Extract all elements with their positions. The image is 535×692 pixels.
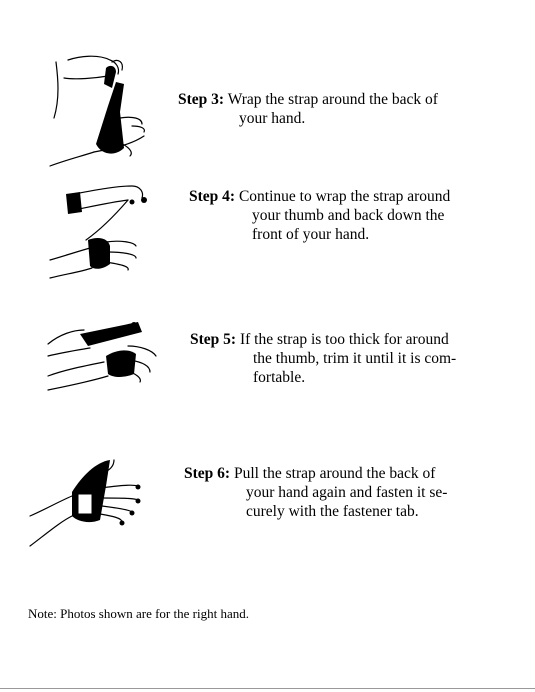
step-line: Wrap the strap around the back of [227, 91, 438, 108]
step-3-text [178, 90, 438, 128]
step-5-text [190, 330, 456, 387]
step-label: Step 5: [190, 331, 237, 348]
step-4-text [189, 187, 450, 244]
step-label: Step 3: [178, 91, 225, 108]
step-label: Step 4: [189, 188, 236, 205]
step-line: curely with the fastener tab. [246, 503, 419, 520]
step-line: your thumb and back down the [252, 207, 445, 224]
step-line: the thumb, trim it until it is com- [253, 350, 457, 367]
step-label: Step 6: [184, 465, 231, 482]
step-line: Pull the strap around the back of [233, 465, 436, 482]
step-line: front of your hand. [252, 226, 370, 243]
note-text: Note: Photos shown are for the right hand. [28, 606, 249, 621]
hand-wrap-step3-illustration [46, 48, 166, 178]
hand-wrap-step4-illustration [46, 180, 166, 290]
page-bottom-rule [0, 688, 535, 689]
step-line: fortable. [253, 369, 306, 386]
hand-wrap-step6-illustration [26, 446, 150, 550]
step-6-text [184, 464, 447, 521]
step-line: Continue to wrap the strap around [238, 188, 451, 205]
step-line: your hand. [239, 110, 306, 127]
hand-wrap-step5-illustration [44, 316, 164, 396]
step-line: If the strap is too thick for around [239, 331, 449, 348]
step-line: your hand again and fasten it se- [246, 484, 448, 501]
